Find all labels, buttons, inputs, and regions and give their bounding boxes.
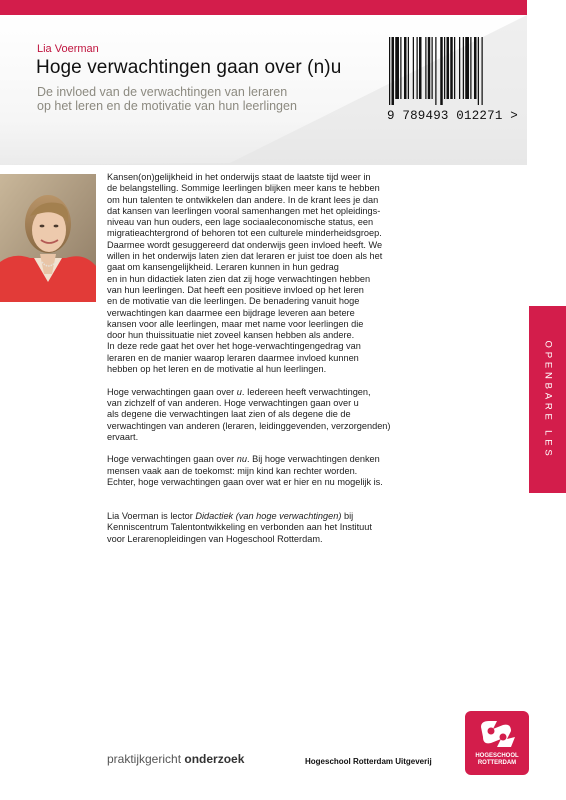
text-line: Daarmee wordt gesuggereerd dat onderwijs geen invloed heeft. We bbox=[107, 239, 383, 250]
barcode-bar bbox=[389, 37, 390, 105]
barcode-bar bbox=[428, 37, 431, 99]
text-line: door hun thuissituatie niet zoveel kansen hebben als andere. bbox=[107, 330, 355, 341]
subtitle-line: op het leren en de motivatie van hun leerlingen bbox=[37, 99, 297, 113]
text-line: Hoge verwachtingen gaan over u. Iedereen heeft verwachtingen, bbox=[107, 386, 371, 397]
text-line: mensen vaak aan de toekomst: mijn kind kan rechter worden. bbox=[107, 465, 358, 476]
text-line: Kansen(on)gelijkheid in het onderwijs staat de laatste tijd weer in bbox=[107, 172, 371, 182]
side-tab-openbare-les bbox=[529, 306, 566, 493]
text-line: voor Lerarenopleidingen van Hogeschool Rotterdam. bbox=[107, 533, 323, 544]
text-line: dat kansen van leerlingen vooral samenhangen met het opleidings- bbox=[107, 205, 381, 216]
paragraph-nu bbox=[107, 454, 422, 488]
text-line: als degene die verwachtingen laat zien of als degene die de bbox=[107, 409, 351, 420]
text-line: gaat om kansengelijkheid. Leraren kunnen in hun gedrag bbox=[107, 262, 339, 273]
hogeschool-rotterdam-logo bbox=[465, 711, 529, 775]
text-line: In deze rede gaat het over het hoge-verwachtingengedrag van bbox=[107, 341, 361, 352]
barcode-bar bbox=[470, 37, 471, 99]
text-line: verwachtingen kan daarmee een bijdrage leveren aan betere bbox=[107, 307, 355, 318]
barcode-bar bbox=[444, 37, 445, 99]
barcode-bar bbox=[474, 37, 477, 99]
barcode-bar bbox=[482, 37, 483, 105]
book-title: Hoge verwachtingen gaan over (n)u bbox=[36, 57, 342, 78]
side-tab-label: OPENBARE LES bbox=[542, 340, 553, 459]
text-line: en in hun didactiek laten zien dat zij hoge verwachtingen hebben bbox=[107, 273, 371, 284]
barcode-bar bbox=[400, 37, 401, 99]
text-line: willen in het onderwijs laten zien dat leraren er juist toe doen als het bbox=[107, 251, 383, 262]
author-bio bbox=[107, 511, 422, 545]
text-line: van hun leerlingen. Dat heeft een positieve invloed op het leren bbox=[107, 284, 364, 295]
text-line: Echter, hoge verwachtingen gaan over wat er hier en nu mogelijk is. bbox=[107, 477, 383, 488]
body-text bbox=[107, 172, 422, 545]
text-line: kansen voor alle leerlingen, maar met name voor leerlingen die bbox=[107, 318, 364, 329]
barcode-bar bbox=[450, 37, 453, 99]
barcode-bar bbox=[404, 37, 407, 99]
paragraph-u bbox=[107, 387, 422, 443]
subtitle-line: De invloed van de verwachtingen van leraren bbox=[37, 85, 288, 99]
top-accent-bar bbox=[0, 0, 527, 15]
barcode-bar bbox=[440, 37, 443, 105]
barcode-bar bbox=[408, 37, 409, 99]
barcode-bar bbox=[478, 37, 479, 105]
text-line: en de motivatie van die leerlingen. De benadering vanuit hoge bbox=[107, 296, 360, 307]
barcode-bar bbox=[417, 37, 418, 99]
barcode-bar bbox=[425, 37, 426, 99]
barcode-bar bbox=[465, 37, 469, 99]
publisher-name: Hogeschool Rotterdam Uitgeverij bbox=[305, 757, 432, 766]
barcode-bar bbox=[432, 37, 433, 99]
barcode-bar bbox=[459, 37, 460, 99]
text-line: migratieachtergrond of behoren tot een culturele minderheidsgroep. bbox=[107, 228, 382, 239]
logo-text-line2: ROTTERDAM bbox=[477, 760, 517, 766]
barcode-bar bbox=[454, 37, 455, 99]
barcode-bar bbox=[419, 37, 422, 99]
text-line: leraren en de manier waarop leraren daarmee invloed kunnen bbox=[107, 352, 359, 363]
text-line: om hun talenten te ontwikkelen dan andere. In de krant lees je dan bbox=[107, 194, 379, 205]
text-line: niveau van hun ouders, een lage sociaaleconomische status, een bbox=[107, 217, 374, 228]
text-line: Kenniscentrum Talentontwikkeling en verbonden aan het Instituut bbox=[107, 522, 372, 533]
barcode-bar bbox=[435, 37, 436, 105]
series-name: praktijkgericht onderzoek bbox=[107, 752, 245, 766]
barcode-bar bbox=[447, 37, 450, 99]
barcode-bar bbox=[395, 37, 399, 99]
barcode-bar bbox=[463, 37, 464, 99]
author-name: Lia Voerman bbox=[37, 43, 99, 55]
logo-mark-icon bbox=[477, 717, 517, 751]
logo-text-line1: HOGESCHOOL bbox=[475, 753, 519, 759]
barcode-bar bbox=[392, 37, 395, 105]
text-line: van zichzelf of van anderen. Hoge verwachtingen gaan over u bbox=[107, 397, 359, 408]
book-subtitle bbox=[37, 85, 297, 113]
isbn-barcode bbox=[387, 37, 521, 122]
text-line: Hoge verwachtingen gaan over nu. Bij hoge verwachtingen denken bbox=[107, 454, 380, 465]
barcode-bar bbox=[413, 37, 414, 99]
author-photo bbox=[0, 174, 96, 302]
isbn-number: 9 789493 012271 > bbox=[387, 109, 518, 123]
text-line: verwachtingen van anderen (leraren, leidinggevenden, verzorgenden) bbox=[107, 420, 391, 431]
text-line: de belangstelling. Sommige leerlingen blijken meer kans te hebben bbox=[107, 183, 380, 194]
text-line: hebben op het leren en de motivatie al hun leerlingen. bbox=[107, 364, 327, 375]
paragraph-intro bbox=[107, 172, 422, 375]
barcode-bars bbox=[387, 37, 521, 105]
text-line: Lia Voerman is lector Didactiek (van hoge verwachtingen) bij bbox=[107, 510, 354, 521]
text-line: ervaart. bbox=[107, 431, 139, 442]
